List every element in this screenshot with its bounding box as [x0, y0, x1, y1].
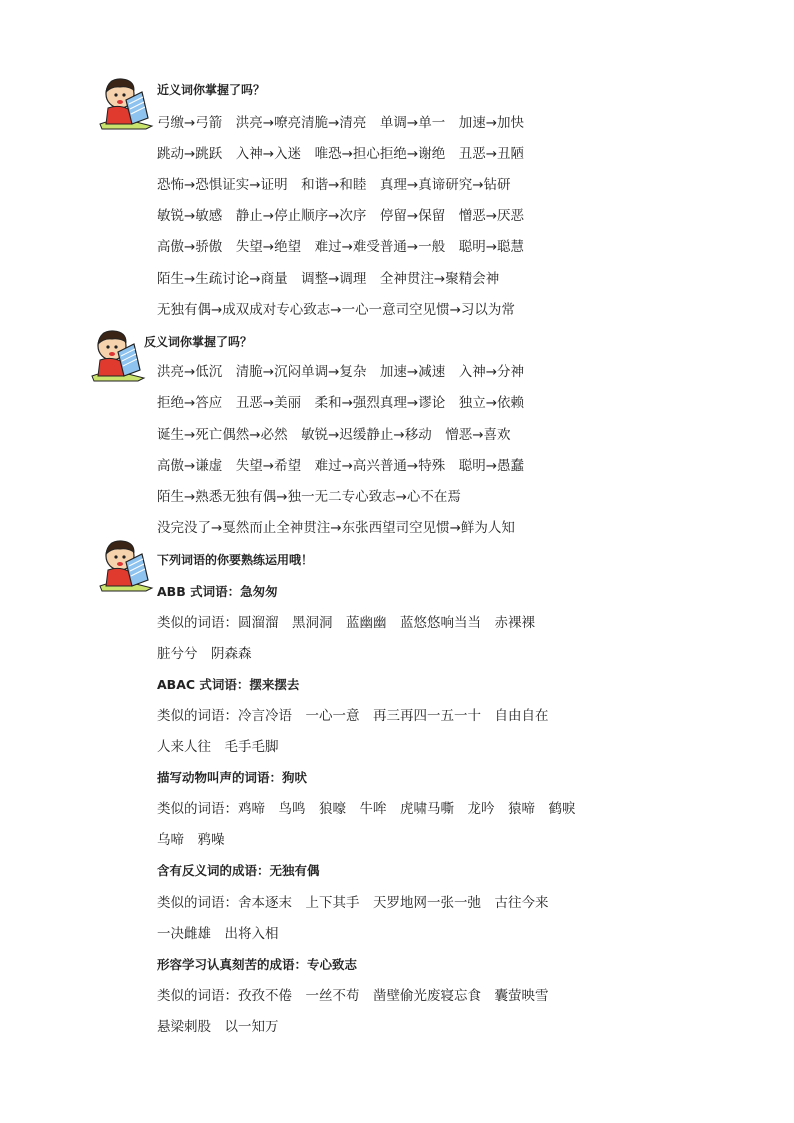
word-line: 类似的词语：圆溜溜 黑洞洞 蓝幽幽 蓝悠悠响当当 赤裸裸 [157, 615, 535, 631]
word-line: 洪亮→低沉 清脆→沉闷单调→复杂 加速→减速 入神→分神 [157, 364, 525, 380]
item-title: 形容学习认真刻苦的成语：专心致志 [157, 957, 358, 972]
item-title: 含有反义词的成语：无独有偶 [157, 863, 320, 878]
word-line: 无独有偶→成双成对专心致志→一心一意司空见惯→习以为常 [157, 302, 515, 318]
word-line: 乌啼 鸦噪 [157, 832, 225, 848]
reading-child-icon [96, 74, 158, 130]
word-line: 拒绝→答应 丑恶→美丽 柔和→强烈真理→谬论 独立→依赖 [157, 395, 525, 411]
word-line: 弓缴→弓箭 洪亮→嘹亮清脆→清亮 单调→单一 加速→加快 [157, 115, 525, 131]
item-title: ABB 式词语：急匆匆 [157, 584, 278, 599]
item-title: 描写动物叫声的词语：狗吠 [157, 770, 308, 785]
section-heading: 下列词语的你要熟练运用哦！ [157, 553, 314, 567]
word-line: 陌生→熟悉无独有偶→独一无二专心致志→心不在焉 [157, 489, 461, 505]
word-line: 脏兮兮 阴森森 [157, 646, 252, 662]
word-line: 悬梁刺股 以一知万 [157, 1019, 279, 1035]
word-line: 跳动→跳跃 入神→入迷 唯恐→担心拒绝→谢绝 丑恶→丑陋 [157, 146, 525, 162]
word-line: 陌生→生疏讨论→商量 调整→调理 全神贯注→聚精会神 [157, 271, 500, 287]
word-line: 类似的词语：鸡啼 鸟鸣 狼嚎 牛哞 虎啸马嘶 龙吟 猿啼 鹤唳 [157, 801, 576, 817]
word-line: 敏锐→敏感 静止→停止顺序→次序 停留→保留 憎恶→厌恶 [157, 208, 525, 224]
reading-child-icon [88, 326, 150, 382]
word-line: 人来人往 毛手毛脚 [157, 739, 279, 755]
word-line: 类似的词语：冷言冷语 一心一意 再三再四一五一十 自由自在 [157, 708, 549, 724]
word-line: 类似的词语：舍本逐末 上下其手 天罗地网一张一弛 古往今来 [157, 895, 549, 911]
item-title: ABAC 式词语：摆来摆去 [157, 677, 300, 692]
word-line: 类似的词语：孜孜不倦 一丝不苟 凿壁偷光废寝忘食 囊萤映雪 [157, 988, 549, 1004]
word-line: 没完没了→戛然而止全神贯注→东张西望司空见惯→鲜为人知 [157, 520, 515, 536]
reading-child-icon [96, 536, 158, 592]
word-line: 高傲→谦虚 失望→希望 难过→高兴普通→特殊 聪明→愚蠢 [157, 458, 525, 474]
section-heading: 近义词你掌握了吗？ [157, 83, 266, 97]
word-line: 诞生→死亡偶然→必然 敏锐→迟缓静止→移动 憎恶→喜欢 [157, 427, 511, 443]
section-heading: 反义词你掌握了吗？ [144, 335, 253, 349]
word-line: 高傲→骄傲 失望→绝望 难过→难受普通→一般 聪明→聪慧 [157, 239, 525, 255]
word-line: 一决雌雄 出将入相 [157, 926, 279, 942]
word-line: 恐怖→恐惧证实→证明 和谐→和睦 真理→真谛研究→钻研 [157, 177, 511, 193]
